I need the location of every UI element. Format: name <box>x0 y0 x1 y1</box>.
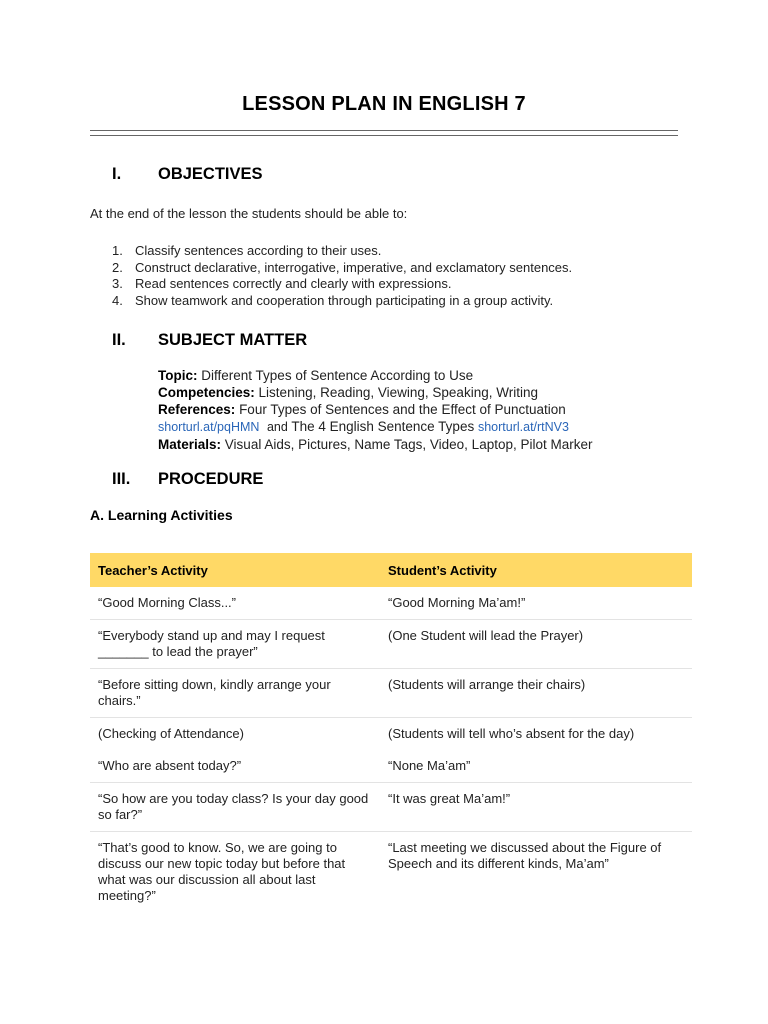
section-label: SUBJECT MATTER <box>158 331 308 349</box>
table-row <box>90 718 692 751</box>
title-divider <box>90 130 678 136</box>
table-row <box>90 620 692 669</box>
table-row <box>90 783 692 832</box>
materials-label: Materials: <box>158 437 222 452</box>
student-cell: (One Student will lead the Prayer) <box>380 620 692 669</box>
section-subject-matter-heading <box>112 331 307 350</box>
objectives-list <box>112 243 572 309</box>
student-cell: “Good Morning Ma’am!” <box>380 587 692 620</box>
student-cell: “It was great Ma’am!” <box>380 783 692 832</box>
references-value: Four Types of Sentences and the Effect of Punctuation <box>239 402 566 417</box>
section-number: III. <box>112 470 131 488</box>
teacher-cell: “So how are you today class? Is your day good so far?” <box>90 783 380 832</box>
list-item <box>112 243 572 260</box>
list-number: 4. <box>112 292 123 308</box>
list-item <box>112 293 572 310</box>
section-procedure-heading <box>112 470 263 489</box>
references-line <box>158 401 593 418</box>
subject-matter-block <box>158 367 593 453</box>
topic-line <box>158 367 593 384</box>
teacher-cell: (Checking of Attendance) <box>98 726 244 741</box>
competencies-line <box>158 384 593 401</box>
student-cell: (Students will tell who’s absent for the day) <box>388 726 635 741</box>
and-text: and <box>266 420 288 434</box>
competencies-value: Listening, Reading, Viewing, Speaking, Writing <box>258 385 538 400</box>
teacher-cell: “Everybody stand up and may I request _______ to lead the prayer” <box>90 620 380 669</box>
table-header-row <box>90 553 692 587</box>
student-cell: (Students will arrange their chairs) <box>380 669 692 718</box>
list-text: Construct declarative, interrogative, imperative, and exclamatory sentences. <box>135 259 573 275</box>
list-number: 3. <box>112 276 123 291</box>
materials-value: Visual Aids, Pictures, Name Tags, Video, Laptop, Pilot Marker <box>224 437 593 452</box>
page-title: LESSON PLAN IN ENGLISH 7 <box>242 93 526 115</box>
teacher-cell: “Before sitting down, kindly arrange your chairs.” <box>90 669 380 718</box>
list-text: Read sentences correctly and clearly with expressions. <box>135 276 452 291</box>
section-label: PROCEDURE <box>158 470 264 488</box>
section-number: I. <box>112 165 122 183</box>
materials-line <box>158 436 593 453</box>
objectives-intro: At the end of the lesson the students should be able to: <box>90 206 408 221</box>
activities-table <box>90 553 692 912</box>
reference-link-2[interactable]: shorturl.at/rtNV3 <box>477 420 569 434</box>
student-activity-header: Student’s Activity <box>380 553 692 587</box>
section-number: II. <box>112 331 126 349</box>
table-row <box>90 587 692 620</box>
reference-2-title: The 4 English Sentence Types <box>291 419 475 434</box>
list-number: 2. <box>112 259 123 275</box>
student-cell: “Last meeting we discussed about the Figure of Speech and its different kinds, Ma’am” <box>388 840 662 871</box>
student-cell: “None Ma’am” <box>380 750 692 783</box>
topic-value: Different Types of Sentence According to Use <box>201 368 474 383</box>
section-label: OBJECTIVES <box>158 165 263 183</box>
references-label: References: <box>158 402 236 417</box>
references-links-line <box>158 418 593 436</box>
learning-activities-heading: A. Learning Activities <box>90 507 233 523</box>
competencies-label: Competencies: <box>158 385 255 400</box>
list-item <box>112 260 572 277</box>
topic-label: Topic: <box>158 368 198 383</box>
section-objectives-heading <box>112 165 263 184</box>
list-number: 1. <box>112 243 123 258</box>
teacher-cell: “Who are absent today?” <box>90 750 380 783</box>
reference-link-1[interactable]: shorturl.at/pqHMN <box>158 420 260 434</box>
teacher-cell: “Good Morning Class...” <box>90 587 380 620</box>
table-row <box>90 750 692 783</box>
table-row <box>90 832 692 913</box>
list-text: Show teamwork and cooperation through participating in a group activity. <box>135 292 554 308</box>
teacher-activity-header: Teacher’s Activity <box>90 553 380 587</box>
list-item <box>112 276 572 293</box>
table-row <box>90 669 692 718</box>
list-text: Classify sentences according to their uses. <box>135 243 382 258</box>
teacher-cell: “That’s good to know. So, we are going to discuss our new topic today but before that what was our discussion all about last meeting?” <box>98 840 346 903</box>
